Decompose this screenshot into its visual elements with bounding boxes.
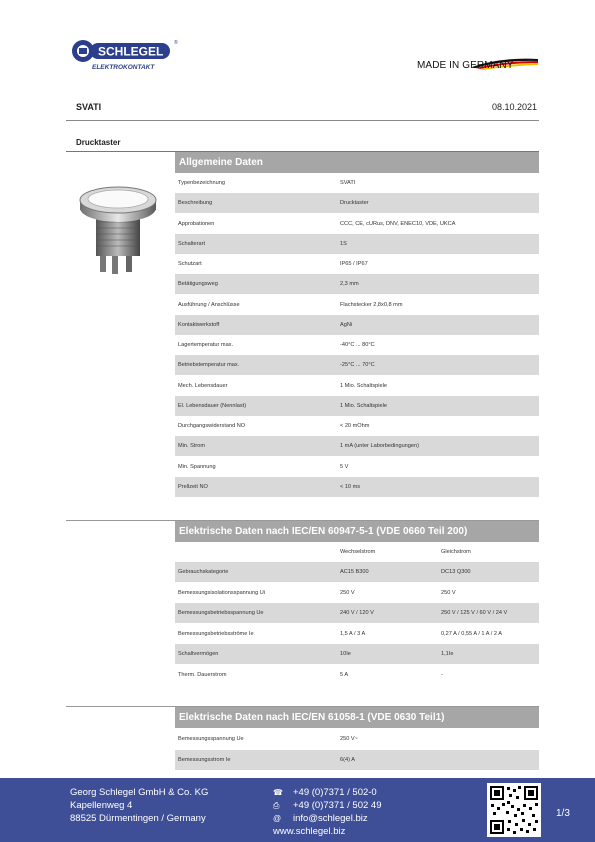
row-label: Beschreibung	[178, 200, 213, 207]
iec60947-row	[175, 562, 539, 582]
row-value: 1 mA (unter Laborbedingungen)	[340, 443, 419, 450]
general-row	[175, 335, 539, 355]
footer-street: Kapellenweg 4	[70, 800, 133, 811]
general-row	[175, 274, 539, 294]
row-label: Durchgangswiderstand NO	[178, 423, 246, 429]
footer-phone[interactable]: +49 (0)7371 / 502-0	[293, 787, 377, 798]
iec61058-header	[175, 707, 539, 728]
iec60947-row	[175, 603, 539, 623]
row-value-ac: 240 V / 120 V	[340, 610, 374, 616]
qr-code[interactable]	[487, 783, 541, 837]
row-label: Therm. Dauerstrom	[178, 671, 227, 678]
row-value: 1S	[340, 240, 347, 247]
row-label: Ausführung / Anschlüsse	[178, 301, 240, 308]
row-label: Approbationen	[178, 220, 215, 227]
general-row	[175, 315, 539, 335]
general-row	[175, 295, 539, 315]
row-value: Drucktaster	[340, 200, 369, 207]
row-value-ac: AC15 B300	[340, 569, 369, 575]
footer-email[interactable]: info@schlegel.biz	[293, 813, 368, 824]
row-value-dc: 250 V / 125 V / 60 V / 24 V	[441, 610, 508, 616]
footer-city: 88525 Dürmentingen / Germany	[70, 813, 206, 824]
iec61058-title: Elektrische Daten nach IEC/EN 61058-1 (VDE 0630 Teil1)	[179, 712, 445, 723]
iec60947-row	[175, 624, 539, 644]
row-value-ac: 5 A	[340, 671, 349, 678]
row-value-ac: 250 V	[340, 589, 355, 596]
row-value: 5 V	[340, 463, 349, 470]
section-label: Drucktaster	[76, 138, 121, 147]
fax-icon: ⎙	[273, 801, 280, 810]
row-value-dc: -	[441, 671, 443, 678]
iec60947-row	[175, 665, 539, 685]
general-row	[175, 457, 539, 477]
row-label: Betriebstemperatur max.	[178, 362, 240, 369]
general-data-title: Allgemeine Daten	[179, 157, 263, 168]
row-label: Schaltvermögen	[178, 651, 219, 657]
document-title: SVATI	[76, 102, 102, 112]
iec61058-row	[175, 729, 539, 749]
header-divider	[66, 120, 539, 121]
row-label: Lagertemperatur max.	[178, 342, 234, 348]
row-label: Gebrauchskategorie	[178, 569, 229, 575]
logo-text: SCHLEGEL	[98, 44, 164, 59]
row-value-dc: DC13 Q300	[441, 569, 471, 575]
general-row	[175, 355, 539, 375]
document-date: 08.10.2021	[491, 102, 537, 112]
row-value: 2,3 mm	[340, 281, 359, 288]
row-value: 250 V~	[340, 736, 358, 742]
row-value-dc: 1,1Ie	[441, 651, 454, 657]
col-header-dc: Gleichstrom	[441, 549, 471, 555]
row-value: 6(4) A	[340, 756, 355, 763]
row-label: Schalterart	[178, 240, 206, 247]
row-value: 1 Mio. Schaltspiele	[340, 402, 387, 409]
row-value: < 10 ms	[340, 483, 361, 490]
row-label: Bemessungsstrom Ie	[178, 756, 231, 763]
general-row	[175, 234, 539, 254]
footer-fax: +49 (0)7371 / 502 49	[293, 800, 382, 811]
row-value-dc: 250 V	[441, 589, 456, 596]
row-value: Flachstecker 2,8x0,8 mm	[340, 301, 403, 308]
row-value: AgNi	[340, 321, 353, 328]
row-value: -25°C ... 70°C	[340, 362, 375, 369]
row-label: Prellzeit NO	[178, 483, 208, 490]
page-number: 1/3	[556, 808, 570, 819]
row-value: < 20 mOhm	[340, 423, 370, 429]
made-in-germany: MADE IN GERMANY	[417, 60, 514, 71]
general-row	[175, 214, 539, 234]
row-label: Min. Strom	[178, 443, 206, 450]
row-label: Bemessungsisolationsspannung Ui	[178, 589, 266, 596]
row-label: Typenbezeichnung	[178, 180, 225, 186]
row-label: Kontaktwerkstoff	[178, 321, 220, 328]
row-value: IP65 / IP67	[340, 261, 368, 267]
row-label: Bemessungsspannung Ue	[178, 736, 244, 742]
general-row	[175, 193, 539, 213]
general-row	[175, 254, 539, 274]
general-data-header	[175, 152, 539, 173]
row-value-dc: 0,27 A / 0,55 A / 1 A / 2 A	[441, 630, 502, 637]
footer-website[interactable]: www.schlegel.biz	[273, 826, 346, 837]
row-value-ac: 1,5 A / 3 A	[340, 630, 366, 637]
phone-icon: ☎	[273, 788, 283, 797]
row-value: 1 Mio. Schaltspiele	[340, 382, 387, 389]
row-label: Mech. Lebensdauer	[178, 382, 228, 389]
qr-code-graphic	[487, 783, 541, 837]
general-row	[175, 436, 539, 456]
iec60947-col-headers	[175, 542, 539, 562]
col-header-ac: Wechselstrom	[340, 549, 376, 555]
product-image	[78, 176, 158, 276]
row-value: SVATI	[340, 180, 356, 186]
row-label: Bemessungsbetriebsspannung Ue	[178, 610, 264, 616]
general-row	[175, 477, 539, 497]
row-label: Min. Spannung	[178, 463, 216, 470]
iec60947-title: Elektrische Daten nach IEC/EN 60947-5-1 (VDE 0660 Teil 200)	[179, 526, 468, 537]
iec60947-header	[175, 521, 539, 542]
schlegel-logo	[70, 38, 180, 72]
footer-company: Georg Schlegel GmbH & Co. KG	[70, 787, 209, 798]
row-value: CCC, CE, cURus, DNV, ENEC10, VDE, UKCA	[340, 220, 456, 227]
general-row	[175, 396, 539, 416]
iec60947-row	[175, 583, 539, 603]
row-value: -40°C ... 80°C	[340, 342, 375, 348]
general-row	[175, 173, 539, 193]
iec61058-row	[175, 750, 539, 770]
row-label: Betätigungsweg	[178, 281, 218, 288]
general-row	[175, 376, 539, 396]
logo-subtext: ELEKTROKONTAKT	[92, 64, 155, 71]
row-label: El. Lebensdauer (Nennlast)	[178, 402, 247, 409]
svg-text:®: ®	[174, 40, 178, 46]
general-row	[175, 416, 539, 436]
row-label: Bemessungsbetriebsströme Ie	[178, 630, 254, 637]
iec60947-row	[175, 644, 539, 664]
email-icon: @	[273, 814, 282, 823]
row-value-ac: 10Ie	[340, 651, 351, 657]
row-label: Schutzart	[178, 261, 202, 267]
